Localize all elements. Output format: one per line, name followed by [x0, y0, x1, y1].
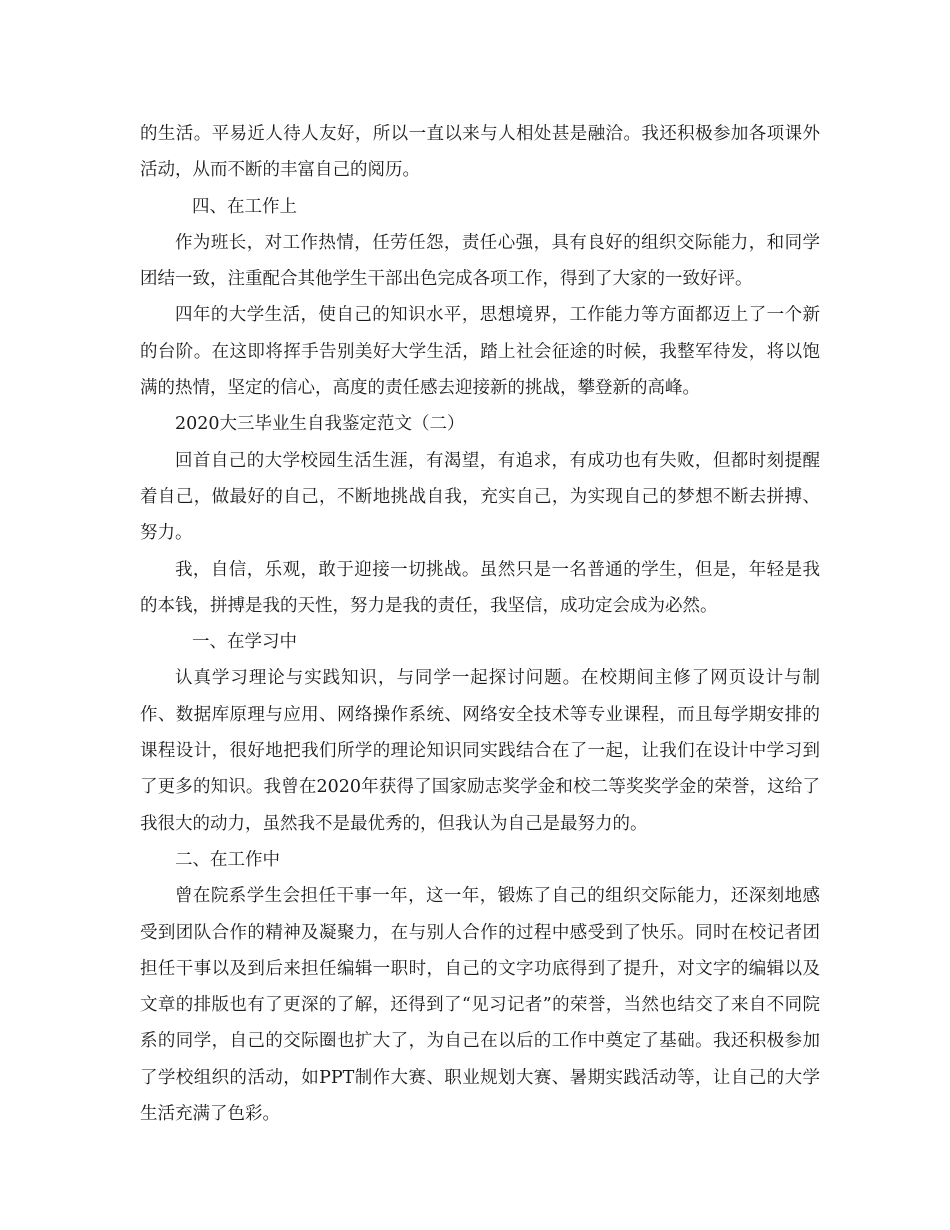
- paragraph-confidence: 我，自信，乐观，敢于迎接一切挑战。虽然只是一名普通的学生，但是，年轻是我的本钱，拼搏是我的天性，努力是我的责任，我坚信，成功定会成为必然。: [140, 559, 820, 616]
- paragraph-class-monitor: 作为班长，对工作热情，任劳任怨，责任心强，具有良好的组织交际能力，和同学团结一致，注重配合其他学生干部出色完成各项工作，得到了大家的一致好评。: [140, 232, 820, 290]
- paragraph-looking-back: 回首自己的大学校园生活生涯，有渴望，有追求，有成功也有失败，但都时刻提醒着自己，做最好的自己，不断地挑战自我，充实自己，为实现自己的梦想不断去拼搏、努力。: [140, 450, 820, 544]
- paragraph-four-years: 四年的大学生活，使自己的知识水平，思想境界，工作能力等方面都迈上了一个新的台阶。在这即将挥手告别美好大学生活，踏上社会征途的时候，我整军待发，将以饱满的热情，坚定的信心，高度的责任感去迎接新的挑战，攀登新的高峰。: [140, 305, 820, 399]
- document-body: [140, 116, 820, 1132]
- section-heading-study: 一、在学习中: [192, 632, 297, 653]
- section-heading-work-2: 二、在工作中: [175, 849, 280, 870]
- article-title-part-two: 2020大三毕业生自我鉴定范文（二）: [175, 414, 465, 435]
- paragraph-student-union: 曾在院系学生会担任干事一年，这一年，锻炼了自己的组织交际能力，还深刻地感受到团队合作的精神及凝聚力，在与别人合作的过程中感受到了快乐。同时在校记者团担任干事以及到后来担任编辑一职时，自己的文字功底得到了提升，对文字的编辑以及文章的排版也有了更深的了解，还得到了“见习记者”的荣誉，当然也结交了来自不同院系的同学，自己的交际圈也扩大了，为自己在以后的工作中奠定了基础。我还积极参加了学校组织的活动，如PPT制作大赛、职业规划大赛、暑期实践活动等，让自己的大学生活充满了色彩。: [140, 886, 820, 1125]
- paragraph-continuation: 的生活。平易近人待人友好，所以一直以来与人相处甚是融洽。我还积极参加各项课外活动，从而不断的丰富自己的阅历。: [140, 124, 820, 181]
- section-heading-work: 四、在工作上: [192, 196, 297, 217]
- paragraph-study: 认真学习理论与实践知识，与同学一起探讨问题。在校期间主修了网页设计与制作、数据库原理与应用、网络操作系统、网络安全技术等专业课程，而且每学期安排的课程设计，很好地把我们所学的理论知识同实践结合在了一起，让我们在设计中学习到了更多的知识。我曾在2020年获得了国家励志奖学金和校二等奖奖学金的荣誉，这给了我很大的动力，虽然我不是最优秀的，但我认为自己是最努力的。: [140, 668, 820, 834]
